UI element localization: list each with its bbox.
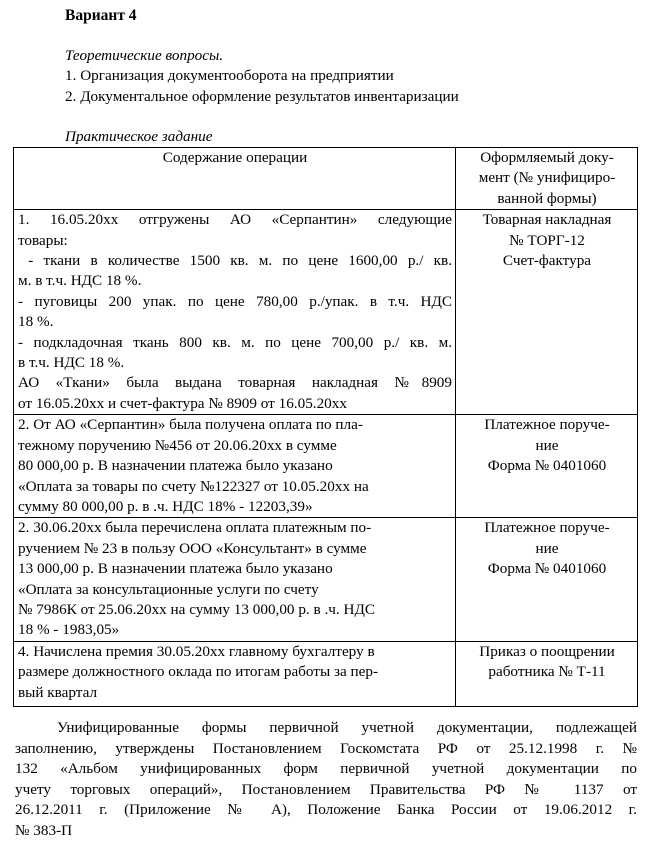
document-cell: Платежное поруче- ние Форма № 0401060: [456, 415, 638, 518]
operation-cell: 2. 30.06.20xx была перечислена оплата платежным по- ручением № 23 в пользу ООО «Консультант» в сумме 13 000,00 р. В назначении платежа было указано «Оплата за консультационные услуги по счету № 7986К от 25.06.20xx на сумму 13 000,00 р. в .ч. НДС 18 % - 1983,05»: [14, 518, 456, 641]
operation-cell: 1. 16.05.20xx отгружены АО «Серпантин» следующие товары: - ткани в количестве 1500 кв. м. по цене 1600,00 р./ кв. м. в т.ч. НДС 18 %. - пуговицы 200 упак. по цене 780,00 р./упак. в т.ч. НДС 18 %. - подкладочная ткань 800 кв. м. по цене 700,00 р./ кв. м. в т.ч. НДС 18 %. АО «Ткани» была выдана товарная накладная №8909 от 16.05.20xx и счет-фактура № 8909 от 16.05.20xx: [14, 210, 456, 415]
header-operation: Содержание операции: [14, 148, 456, 210]
table-row: [14, 210, 638, 415]
footer-paragraph: Унифицированные формы первичной учетной документации, подлежащей заполнению, утверждены Постановлением Госкомстата РФ от 25.12.1998 г. № 132 «Альбом унифицированных форм первичной учетной документации по учету торговых операций», Постановлением Правительства РФ № 1137 от 26.12.2011 г. (Приложение № А), Положение Банка России от 19.06.2012 г. № 383-П: [15, 719, 637, 839]
document-cell: Платежное поруче- ние Форма № 0401060: [456, 518, 638, 641]
practice-heading: Практическое задание: [65, 128, 213, 145]
operation-cell: 2. От АО «Серпантин» была получена оплата по пла- тежному поручению №456 от 20.06.20xx в сумме 80 000,00 р. В назначении платежа было указано «Оплата за товары по счету №122327 от 10.05.20xx на сумму 80 000,00 р. в .ч. НДС 18% - 12203,39»: [14, 415, 456, 518]
table-row: [14, 641, 638, 706]
document-cell: Товарная накладная № ТОРГ-12 Счет-фактура: [456, 210, 638, 415]
operation-cell: 4. Начислена премия 30.05.20xx главному бухгалтеру в размере должностного оклада по итогам работы за пер- вый квартал: [14, 641, 456, 706]
table-header-row: [14, 148, 638, 210]
variant-title: Вариант 4: [65, 7, 137, 24]
theory-question: 2. Документальное оформление результатов инвентаризации: [65, 88, 459, 105]
table-row: [14, 415, 638, 518]
document-cell: Приказ о поощрении работника № Т-11: [456, 641, 638, 706]
header-document: Оформляемый доку- мент (№ унифициро- ванной формы): [456, 148, 638, 210]
theory-heading: Теоретические вопросы.: [65, 47, 224, 64]
theory-question: 1. Организация документооборота на предприятии: [65, 67, 394, 84]
operations-table: [13, 147, 638, 707]
table-row: [14, 518, 638, 641]
